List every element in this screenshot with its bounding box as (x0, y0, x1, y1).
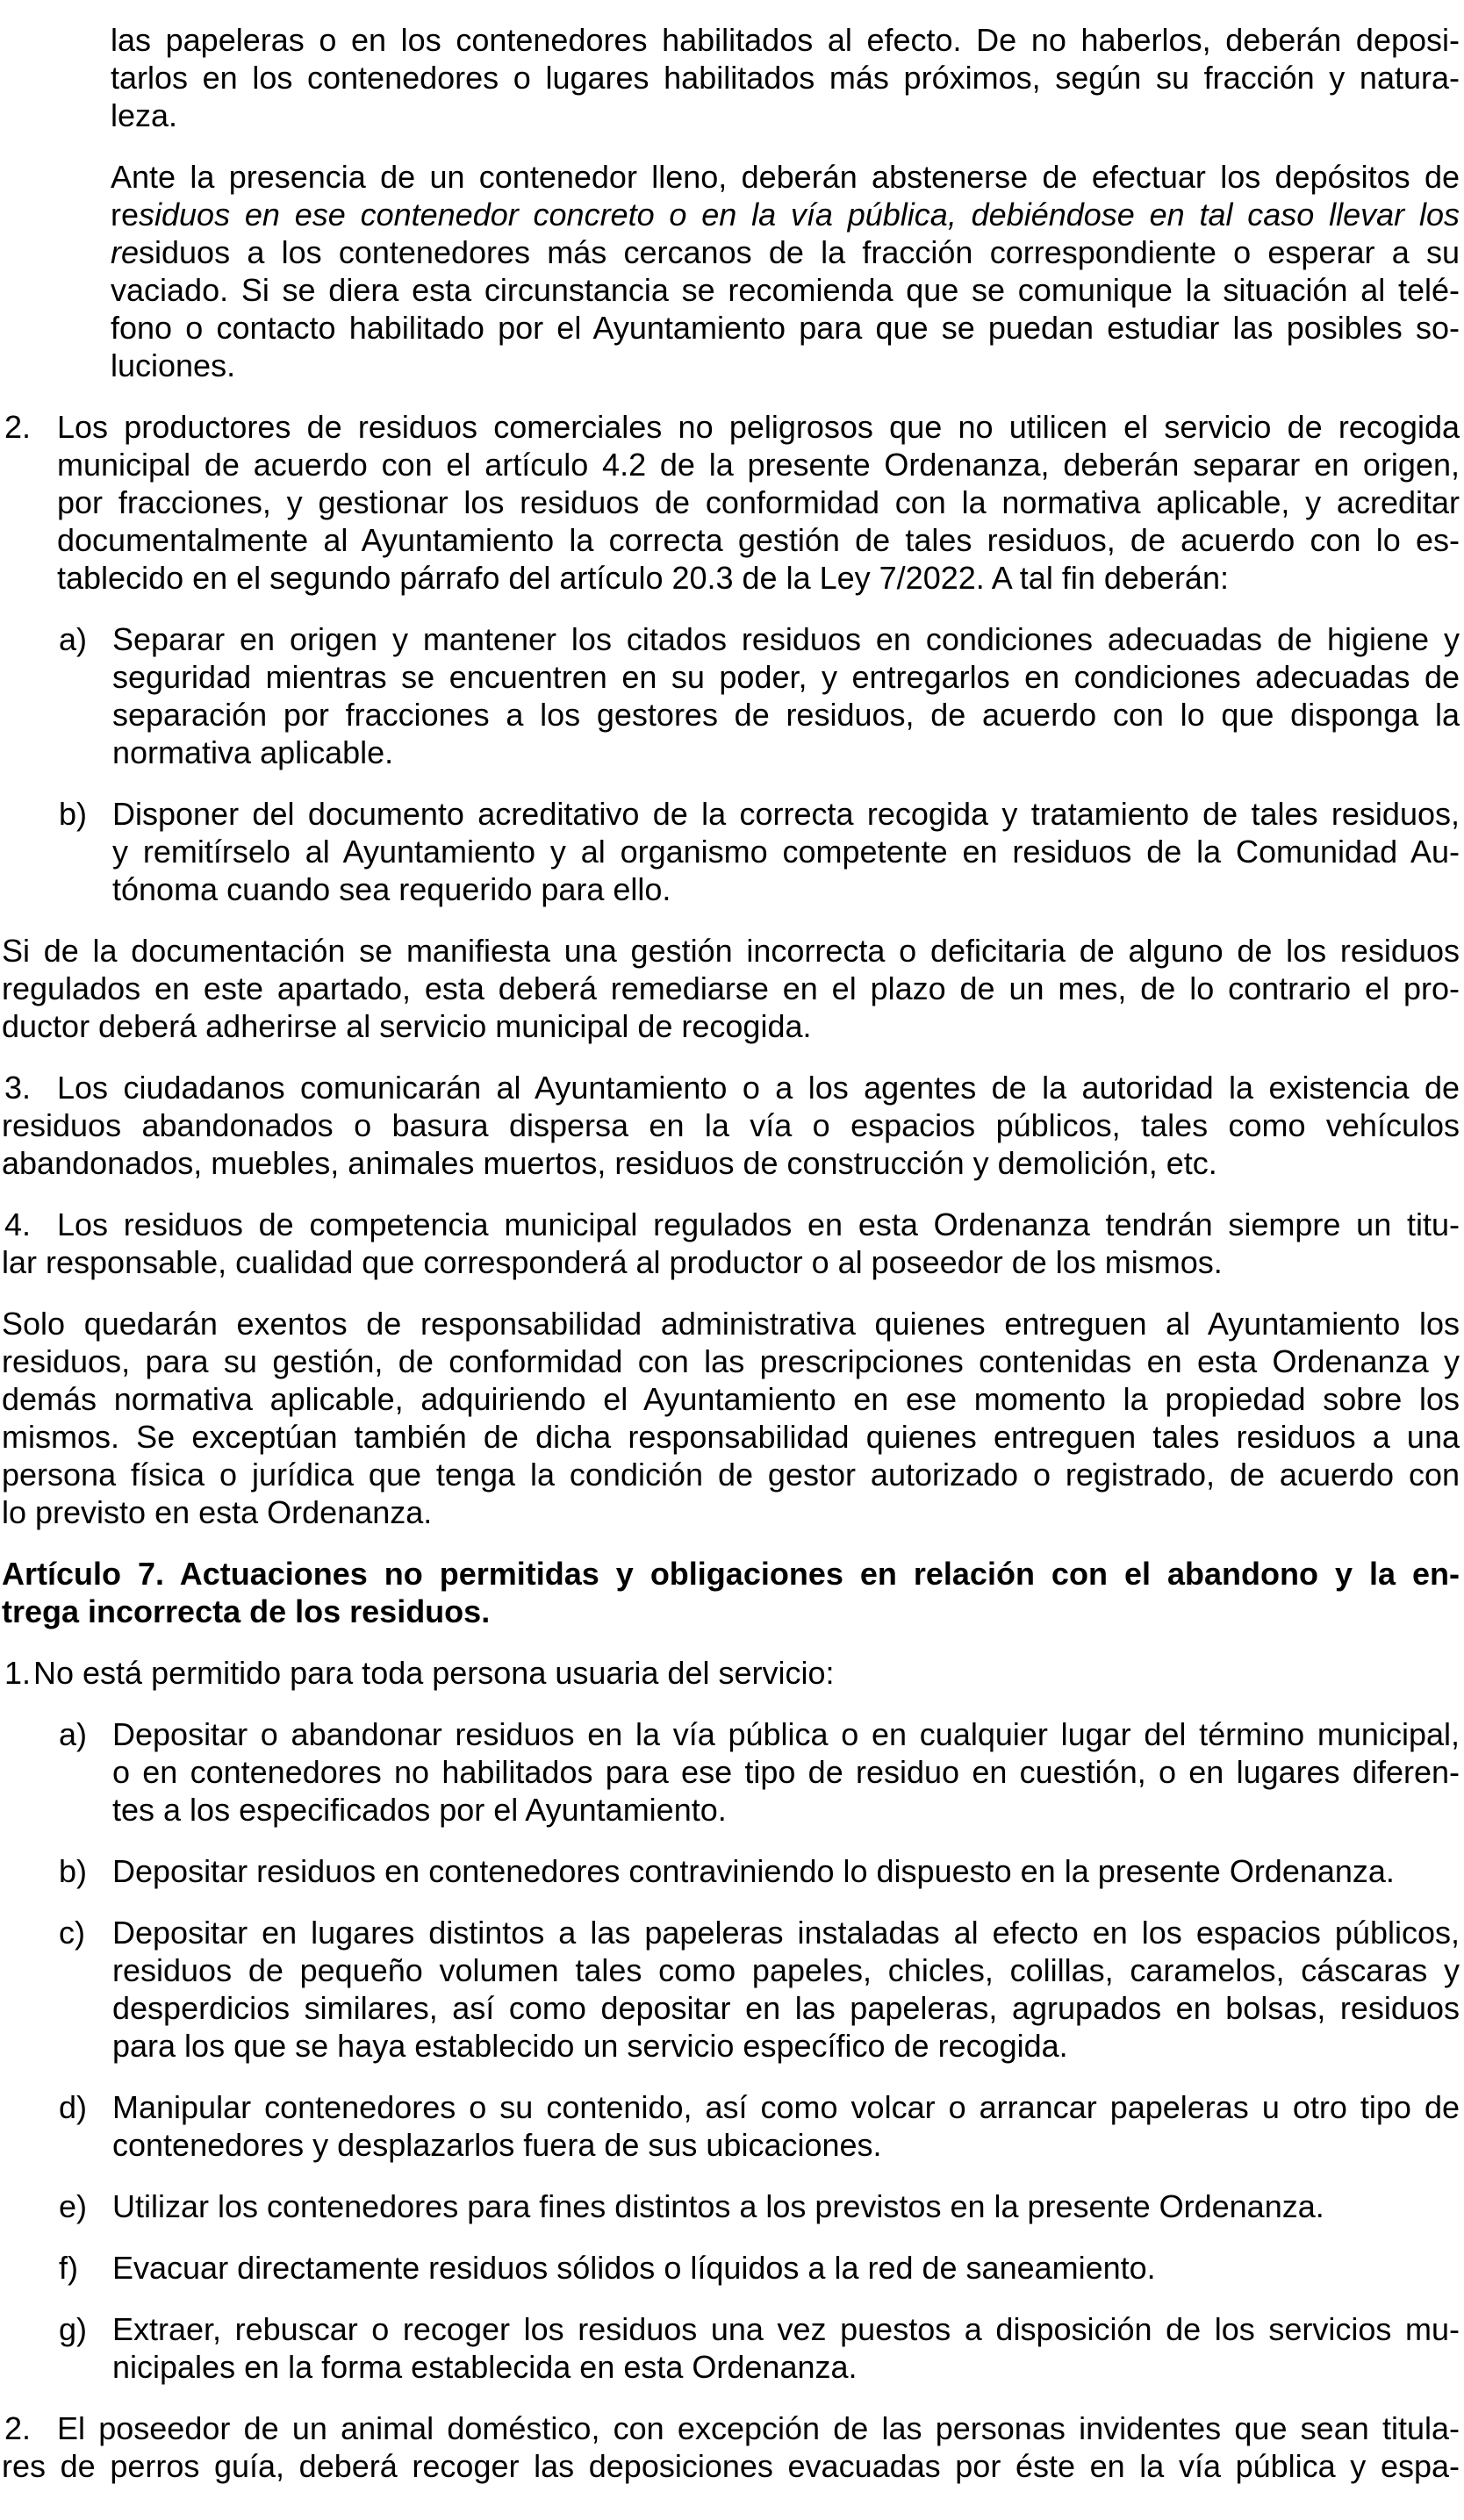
text-segment: seguridad mientras se encuentren en su poder, y entregarlos en condiciones adecuadas de (112, 659, 1460, 695)
list-marker: 2. (4, 409, 32, 445)
text-line (2, 658, 1460, 696)
text-segment: vaciado. Si se diera esta circunstancia se recomienda que se comunique la situación al telé- (111, 272, 1460, 308)
text-segment: siduos a los contenedores más cercanos de la fracción correspondiente o esperar a su (139, 234, 1460, 270)
text-line (2, 620, 1460, 658)
text-segment: res de perros guía, deberá recoger las deposiciones evacuadas por éste en la vía pública y espa- (2, 2448, 1460, 2484)
text-segment: Si de la documentación se manifiesta una gestión incorrecta o deficitaria de alguno de los residuos (2, 933, 1460, 969)
text-segment: Disponer del documento acreditativo de la correcta recogida y tratamiento de tales residuos, (112, 796, 1460, 832)
text-segment: ductor deberá adherirse al servicio municipal de recogida. (2, 1008, 812, 1044)
numbered-list-item (2, 1069, 1460, 1182)
lettered-list-item (2, 620, 1460, 771)
text-line (2, 1418, 1460, 1456)
text-line (2, 347, 1460, 384)
text-line (2, 446, 1460, 483)
text-segment: por fracciones, y gestionar los residuos de conformidad con la normativa aplicable, y acreditar (57, 484, 1460, 520)
lettered-list-item (2, 1914, 1460, 2065)
list-marker: c) (59, 1915, 85, 1951)
text-segment: Depositar o abandonar residuos en la vía pública o en cualquier lugar del término municipal, (112, 1716, 1460, 1752)
text-line (2, 483, 1460, 521)
text-segment: Artículo 7. Actuaciones no permitidas y obligaciones en relación con el abandono y la en- (2, 1556, 1460, 1592)
paragraph (2, 1305, 1460, 1531)
text-segment: tónoma cuando sea requerido para ello. (112, 871, 671, 907)
text-line (2, 1791, 1460, 1829)
text-line (2, 734, 1460, 771)
text-segment: Solo quedarán exentos de responsabilidad administrativa quienes entreguen al Ayuntamiento los (2, 1306, 1460, 1342)
numbered-list-item (2, 1654, 1460, 1692)
text-line (2, 2126, 1460, 2164)
text-line (2, 233, 1460, 271)
text-segment: residuos, para su gestión, de conformidad con las prescripciones contenidas en esta Ordenanza y (2, 1343, 1460, 1379)
text-line (2, 1206, 1460, 1243)
text-line (2, 1342, 1460, 1380)
text-line (2, 1555, 1460, 1593)
text-segment: tarlos en los contenedores o lugares habilitados más próximos, según su fracción y natura- (111, 60, 1460, 96)
text-segment: El poseedor de un animal doméstico, con excepción de las personas invidentes que sean titula- (57, 2410, 1460, 2446)
text-segment: desperdicios similares, así como depositar en las papeleras, agrupados en bolsas, residuos (112, 1990, 1460, 2026)
text-segment: separación por fracciones a los gestores de residuos, de acuerdo con lo que disponga la (112, 697, 1460, 733)
text-line (2, 696, 1460, 734)
text-segment: Depositar en lugares distintos a las papeleras instaladas al efecto en los espacios públicos, (112, 1915, 1460, 1951)
italic-text-segment: re (111, 234, 140, 270)
text-segment: para los que se haya establecido un servicio específico de recogida. (112, 2028, 1068, 2064)
text-segment: Los ciudadanos comunicarán al Ayuntamiento o a los agentes de la autoridad la existencia de (57, 1070, 1460, 1106)
list-marker: 1. (4, 1655, 32, 1691)
text-segment: lar responsable, cualidad que corresponderá al productor o al poseedor de los mismos. (2, 1244, 1223, 1280)
text-line (2, 559, 1460, 597)
text-line (2, 1305, 1460, 1342)
text-segment: residuos de pequeño volumen tales como papeles, chicles, colillas, caramelos, cáscaras y (112, 1952, 1460, 1988)
lettered-list-item (2, 795, 1460, 908)
numbered-list-item (2, 408, 1460, 597)
text-line (2, 1914, 1460, 1951)
text-segment: Ante la presencia de un contenedor lleno, deberán abstenerse de efectuar los depósitos de (111, 159, 1460, 195)
text-segment: Manipular contenedores o su contenido, así como volcar o arrancar papeleras u otro tipo de (112, 2089, 1460, 2125)
text-segment: normativa aplicable. (112, 734, 394, 770)
text-segment: re (111, 197, 140, 233)
paragraph (2, 21, 1460, 134)
text-segment: Los residuos de competencia municipal regulados en esta Ordenanza tendrán siempre un titu- (57, 1206, 1460, 1242)
list-marker: g) (59, 2311, 88, 2347)
text-segment: las papeleras o en los contenedores habilitados al efecto. De no haberlos, deberán deposi- (111, 22, 1460, 58)
text-line (2, 970, 1460, 1007)
lettered-list-item (2, 1852, 1460, 1890)
text-line (2, 2310, 1460, 2348)
text-line (2, 1144, 1460, 1182)
text-line (2, 21, 1460, 59)
text-segment: persona física o jurídica que tenga la condición de gestor autorizado o registrado, de acuerdo con (2, 1457, 1460, 1493)
text-segment: demás normativa aplicable, adquiriendo el Ayuntamiento en ese momento la propiedad sobre los (2, 1381, 1460, 1417)
text-line (2, 1593, 1460, 1630)
text-segment: trega incorrecta de los residuos. (2, 1593, 491, 1629)
text-segment: residuos abandonados o basura dispersa en la vía o espacios públicos, tales como vehículos (2, 1107, 1460, 1143)
list-marker: 4. (4, 1206, 32, 1242)
text-line (2, 1069, 1460, 1106)
text-segment: y remitírselo al Ayuntamiento y al organismo competente en residuos de la Comunidad Au- (112, 834, 1460, 870)
text-segment: fono o contacto habilitado por el Ayuntamiento para que se puedan estudiar las posibles so- (111, 310, 1460, 346)
text-line (2, 1456, 1460, 1493)
list-marker: b) (59, 1853, 88, 1889)
text-line (2, 870, 1460, 908)
list-marker: b) (59, 796, 88, 832)
text-line (2, 1852, 1460, 1890)
text-segment: tes a los especificados por el Ayuntamiento. (112, 1792, 727, 1828)
text-line (2, 2348, 1460, 2386)
paragraph (2, 158, 1460, 384)
list-marker: 3. (4, 1070, 32, 1106)
text-segment: Los productores de residuos comerciales no peligrosos que no utilicen el servicio de recogida (57, 409, 1460, 445)
numbered-list-item (2, 1206, 1460, 1281)
text-segment: regulados en este apartado, esta deberá remediarse en el plazo de un mes, de lo contrario el pro- (2, 970, 1460, 1006)
text-segment: municipal de acuerdo con el artículo 4.2 de la presente Ordenanza, deberán separar en origen, (57, 447, 1460, 483)
text-segment: Extraer, rebuscar o recoger los residuos una vez puestos a disposición de los servicios mu- (112, 2311, 1460, 2347)
text-line (2, 1989, 1460, 2027)
text-line (2, 1715, 1460, 1753)
text-line (2, 1106, 1460, 1144)
text-segment: No está permitido para toda persona usuaria del servicio: (33, 1655, 835, 1691)
article-heading (2, 1555, 1460, 1630)
text-segment: nicipales en la forma establecida en esta Ordenanza. (112, 2349, 858, 2385)
text-segment: Depositar residuos en contenedores contraviniendo lo dispuesto en la presente Ordenanza. (112, 1853, 1395, 1889)
text-line (2, 1654, 1460, 1692)
list-marker: 2. (4, 2410, 32, 2446)
text-line (2, 2409, 1460, 2447)
text-line (2, 97, 1460, 134)
text-segment: mismos. Se exceptúan también de dicha responsabilidad quienes entreguen tales residuos a una (2, 1419, 1460, 1455)
list-marker: e) (59, 2188, 88, 2224)
text-line (2, 2249, 1460, 2287)
lettered-list-item (2, 2187, 1460, 2225)
paragraph (2, 932, 1460, 1045)
list-marker: a) (59, 1716, 88, 1752)
text-line (2, 1951, 1460, 1989)
text-line (2, 833, 1460, 870)
text-segment: Utilizar los contenedores para fines distintos a los previstos en la presente Ordenanza. (112, 2188, 1324, 2224)
numbered-list-item (2, 2409, 1460, 2485)
text-segment: leza. (111, 97, 178, 133)
text-line (2, 196, 1460, 233)
text-line (2, 271, 1460, 309)
text-line (2, 2187, 1460, 2225)
text-segment: lo previsto en esta Ordenanza. (2, 1494, 433, 1530)
text-segment: documentalmente al Ayuntamiento la correcta gestión de tales residuos, de acuerdo con lo es- (57, 522, 1460, 558)
text-segment: luciones. (111, 347, 236, 383)
list-marker: a) (59, 621, 88, 657)
lettered-list-item (2, 2249, 1460, 2287)
text-line (2, 408, 1460, 446)
text-line (2, 1243, 1460, 1281)
italic-text-segment: siduos en ese contenedor concreto o en la vía pública, debiéndose en tal caso llevar los (139, 197, 1460, 233)
text-segment: tablecido en el segundo párrafo del artículo 20.3 de la Ley 7/2022. A tal fin deberán: (57, 560, 1229, 596)
list-marker: d) (59, 2089, 88, 2125)
list-marker: f) (59, 2250, 78, 2286)
text-line (2, 2447, 1460, 2485)
lettered-list-item (2, 2088, 1460, 2164)
text-segment: contenedores y desplazarlos fuera de sus ubicaciones. (112, 2127, 882, 2163)
text-line (2, 1753, 1460, 1791)
text-segment: o en contenedores no habilitados para ese tipo de residuo en cuestión, o en lugares diferen- (112, 1754, 1460, 1790)
text-line (2, 1493, 1460, 1531)
text-line (2, 2088, 1460, 2126)
text-line (2, 932, 1460, 970)
lettered-list-item (2, 2310, 1460, 2386)
text-line (2, 158, 1460, 196)
text-segment: abandonados, muebles, animales muertos, residuos de construcción y demolición, etc. (2, 1145, 1217, 1181)
text-segment: Evacuar directamente residuos sólidos o líquidos a la red de saneamiento. (112, 2250, 1156, 2286)
text-line (2, 795, 1460, 833)
text-line (2, 521, 1460, 559)
text-line (2, 309, 1460, 347)
text-line (2, 59, 1460, 97)
text-line (2, 1380, 1460, 1418)
text-line (2, 2027, 1460, 2065)
text-segment: Separar en origen y mantener los citados residuos en condiciones adecuadas de higiene y (112, 621, 1460, 657)
text-line (2, 1007, 1460, 1045)
lettered-list-item (2, 1715, 1460, 1829)
